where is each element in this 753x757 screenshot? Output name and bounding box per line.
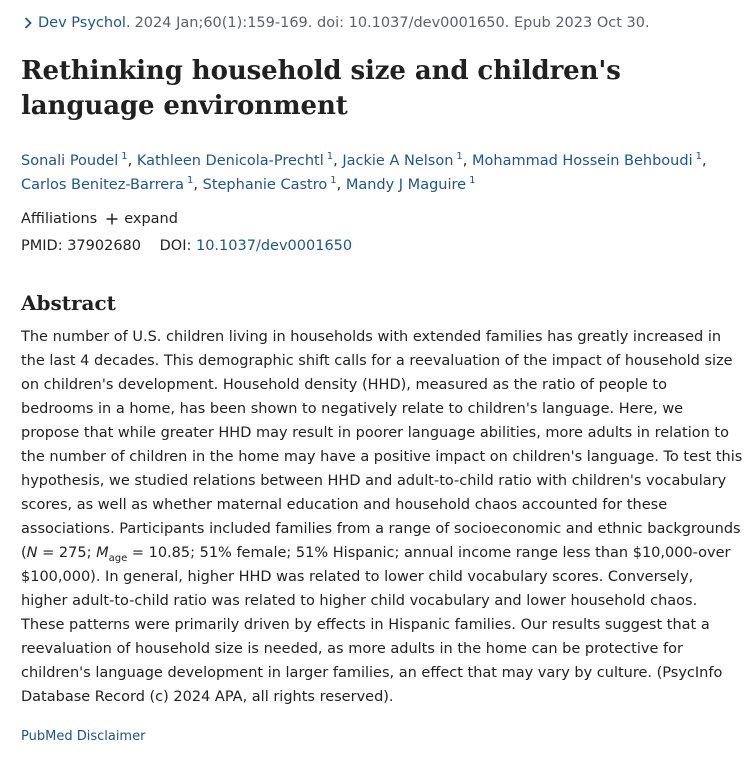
- author-item: [472, 153, 702, 169]
- affiliations-label: Affiliations: [21, 211, 98, 227]
- disclaimer-row: [21, 727, 743, 747]
- author-item: [137, 153, 333, 169]
- article-page: [21, 12, 743, 747]
- abstract-heading: Abstract: [21, 291, 116, 315]
- n-symbol: N: [26, 545, 38, 561]
- affiliations-expand-button[interactable]: [106, 208, 178, 230]
- doi-label: DOI:: [159, 238, 192, 254]
- abstract-part-1: The number of U.S. children living in households with extended families has greatly increased in the last 4 decades. This demographic shift calls for a reevaluation of the impact of household size on children's development. Household density (HHD), measured as the ratio of people to bedrooms in a home, has been shown to negatively relate to children's language. Here, we propose that while greater HHD may result in poorer language abilities, more adults in relation to the number of children in the home may have a positive impact on children's language. To test this hypothesis, we studied relations between HHD and adult-to-child ratio with children's vocabulary scores, as well as whether maternal education and household chaos accounted for these associations. Participants included families from a range of socioeconomic and ethnic backgrounds (: [21, 329, 743, 561]
- affiliation-number[interactable]: 1: [330, 175, 337, 187]
- author-link[interactable]: Mohammad Hossein Behboudi: [472, 153, 693, 169]
- affiliation-number[interactable]: 1: [695, 151, 702, 163]
- citation-details: 2024 Jan;60(1):159-169. doi: 10.1037/dev0001650. Epub 2023 Oct 30.: [134, 15, 650, 31]
- author-link[interactable]: Jackie A Nelson: [342, 153, 454, 169]
- journal-citation: [21, 12, 743, 34]
- chevron-right-icon: [21, 16, 35, 30]
- author-link[interactable]: Mandy J Maguire: [345, 177, 467, 193]
- expand-label: expand: [124, 211, 178, 227]
- pubmed-disclaimer-link[interactable]: PubMed Disclaimer: [21, 729, 146, 744]
- author-item: [21, 153, 128, 169]
- pmid-value: 37902680: [67, 238, 142, 254]
- author-link[interactable]: Sonali Poudel: [21, 153, 119, 169]
- author-item: [342, 153, 462, 169]
- author-item: [21, 177, 193, 193]
- affiliation-number[interactable]: 1: [121, 151, 128, 163]
- affiliation-number[interactable]: 1: [187, 175, 194, 187]
- m-subscript: age: [108, 552, 128, 564]
- affiliation-number[interactable]: 1: [469, 175, 476, 187]
- plus-icon: [106, 213, 118, 225]
- affiliations-row: [21, 208, 743, 230]
- article-title: Rethinking household size and children's language environment: [21, 56, 621, 121]
- m-symbol: M: [96, 545, 109, 561]
- journal-link[interactable]: Dev Psychol.: [38, 15, 131, 31]
- abstract-part-2: = 10.85; 51% female; 51% Hispanic; annual income range less than $10,000-over $100,000). In general, higher HHD was related to lower child vocabulary scores. Conversely, higher adult-to-child ratio was related to higher child vocabulary and lower household chaos. These patterns were primarily driven by effects in Hispanic families. Our results suggest that a reevaluation of household size is needed, as more adults in the home can be protective for children's language development in larger families, an effect that may vary by culture. (PsycInfo Database Record (c) 2024 APA, all rights reserved).: [21, 545, 731, 705]
- author-list: Sonali Poudel $^1$, Kathleen Denicola-Prechtl $^1$, Jackie A Nelson $^1$, Mohammad Hossein Behboudi $^1$, Carlos Benitez-Barrera $^1$, Stephanie Castro $^1$, Mandy J Maguire $^1$: [21, 151, 707, 193]
- identifiers-row: [21, 235, 743, 257]
- author-link[interactable]: Carlos Benitez-Barrera: [21, 177, 185, 193]
- author-link[interactable]: Kathleen Denicola-Prechtl: [136, 153, 324, 169]
- abstract-text: [21, 325, 743, 709]
- pmid-label: PMID:: [21, 238, 63, 254]
- affiliation-number[interactable]: 1: [456, 151, 463, 163]
- n-value: = 275;: [37, 545, 97, 561]
- affiliation-number[interactable]: 1: [326, 151, 334, 163]
- doi-link[interactable]: 10.1037/dev0001650: [195, 238, 353, 254]
- author-item: [203, 177, 337, 193]
- author-item: [346, 177, 476, 193]
- author-link[interactable]: Stephanie Castro: [202, 177, 328, 193]
